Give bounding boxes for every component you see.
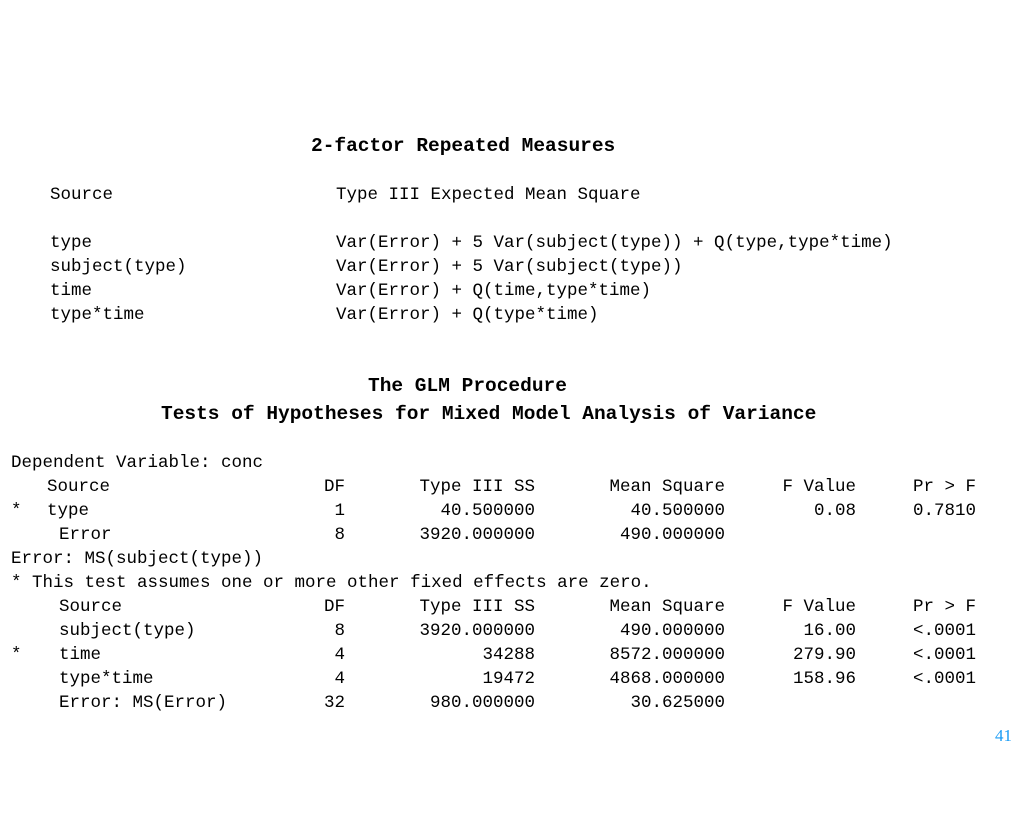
cell-ss: 3920.000000: [419, 621, 535, 641]
ems-source: subject(type): [50, 257, 187, 277]
col-source: Source: [59, 597, 123, 617]
cell-df: 4: [334, 645, 345, 665]
ems-expected: Var(Error) + Q(type*time): [336, 305, 599, 325]
cell-ss: 980.000000: [429, 693, 535, 713]
ems-expected: Var(Error) + 5 Var(subject(type)) + Q(type,type*time): [336, 233, 893, 253]
table-row: [0, 647, 1024, 667]
cell-df: 4: [334, 669, 345, 689]
cell-p: 0.7810: [912, 501, 976, 521]
cell-p: <.0001: [912, 621, 976, 641]
ems-source: time: [50, 281, 93, 301]
cell-ms: 490.000000: [619, 621, 725, 641]
cell-source: Error: [59, 525, 112, 545]
cell-ss: 3920.000000: [419, 525, 535, 545]
cell-source: subject(type): [59, 621, 196, 641]
table-row: [0, 527, 1024, 547]
table-row: [0, 623, 1024, 643]
cell-ms: 40.500000: [630, 501, 725, 521]
cell-f: 158.96: [792, 669, 856, 689]
table1-header-row: [0, 479, 1024, 499]
cell-df: 1: [334, 501, 345, 521]
cell-ms: 30.625000: [630, 693, 725, 713]
ems-header-source: Source: [50, 185, 114, 205]
ems-source: type*time: [50, 305, 145, 325]
ems-row: [0, 307, 1024, 327]
cell-f: 279.90: [792, 645, 856, 665]
col-ms: Mean Square: [609, 477, 725, 497]
col-df: DF: [323, 597, 345, 617]
ems-row: [0, 235, 1024, 255]
col-source: Source: [47, 477, 111, 497]
col-ss: Type III SS: [419, 597, 535, 617]
cell-df: 8: [334, 621, 345, 641]
cell-ss: 19472: [482, 669, 535, 689]
cell-ms: 8572.000000: [609, 645, 725, 665]
cell-source: time: [59, 645, 102, 665]
table2-header-row: [0, 599, 1024, 619]
cell-p: <.0001: [912, 645, 976, 665]
cell-ss: 34288: [482, 645, 535, 665]
col-df: DF: [323, 477, 345, 497]
table-row: [0, 671, 1024, 691]
cell-p: <.0001: [912, 669, 976, 689]
col-p: Pr > F: [912, 597, 976, 617]
error-term: Error: MS(subject(type)): [11, 549, 264, 569]
col-f: F Value: [782, 477, 856, 497]
section1-title: 2-factor Repeated Measures: [311, 135, 616, 157]
cell-ss: 40.500000: [440, 501, 535, 521]
cell-ms: 490.000000: [619, 525, 725, 545]
table-row: [0, 503, 1024, 523]
fixed-effect-marker: *: [11, 645, 22, 665]
fixed-effect-marker: *: [11, 501, 22, 521]
ems-row: [0, 259, 1024, 279]
page-number: 41: [995, 726, 1012, 745]
ems-header-expected: Type III Expected Mean Square: [336, 185, 641, 205]
cell-df: 8: [334, 525, 345, 545]
ems-source: type: [50, 233, 93, 253]
dependent-variable: Dependent Variable: conc: [11, 453, 264, 473]
cell-f: 16.00: [803, 621, 856, 641]
cell-f: 0.08: [813, 501, 856, 521]
ems-expected: Var(Error) + 5 Var(subject(type)): [336, 257, 683, 277]
ems-row: [0, 283, 1024, 303]
col-f: F Value: [782, 597, 856, 617]
footnote: * This test assumes one or more other fixed effects are zero.: [11, 573, 652, 593]
cell-df: 32: [323, 693, 345, 713]
col-p: Pr > F: [912, 477, 976, 497]
hypotheses-title: Tests of Hypotheses for Mixed Model Analysis of Variance: [161, 403, 817, 425]
glm-title: The GLM Procedure: [368, 375, 567, 397]
ems-header-row: [0, 187, 1024, 207]
table-row: [0, 695, 1024, 715]
cell-source: type*time: [59, 669, 154, 689]
cell-ms: 4868.000000: [609, 669, 725, 689]
cell-source: Error: MS(Error): [59, 693, 228, 713]
ems-expected: Var(Error) + Q(time,type*time): [336, 281, 652, 301]
col-ss: Type III SS: [419, 477, 535, 497]
cell-source: type: [47, 501, 90, 521]
col-ms: Mean Square: [609, 597, 725, 617]
